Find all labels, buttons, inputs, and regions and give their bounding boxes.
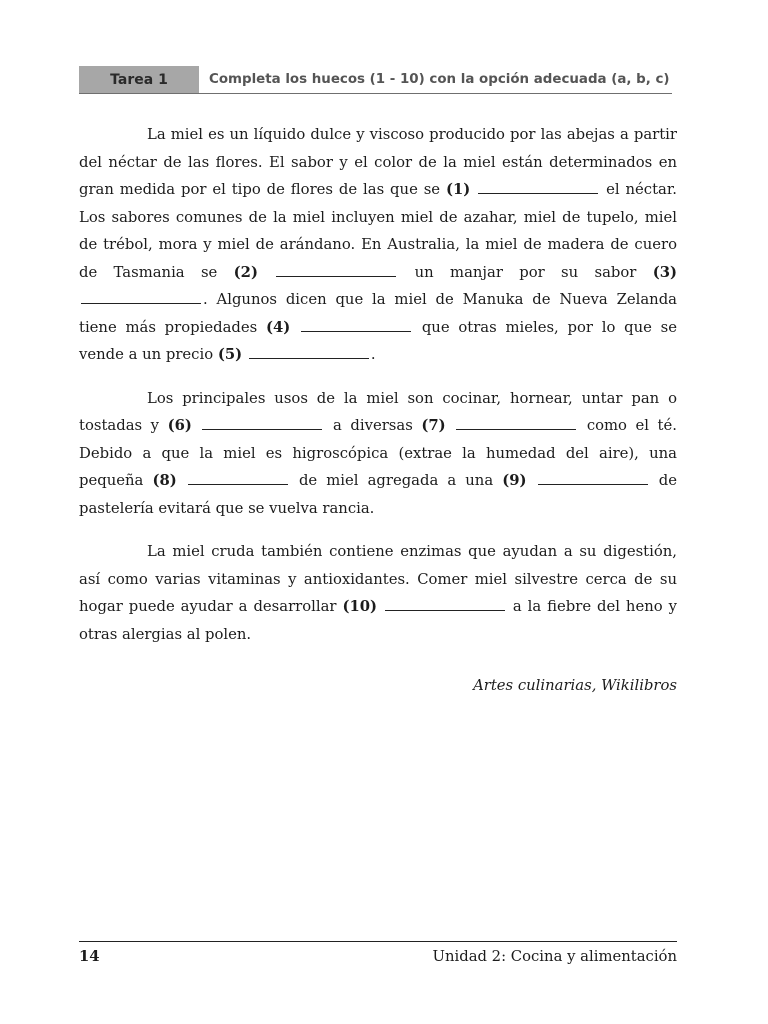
gap-blank-4[interactable] [301, 331, 411, 332]
paragraph-1 [79, 121, 677, 369]
gap-blank-5[interactable] [249, 358, 369, 359]
text-segment: a diversas [333, 417, 413, 434]
gap-blank-10[interactable] [385, 610, 505, 611]
text-segment: de pastelería evitará que se vuelva rancia. [79, 472, 677, 517]
gap-number-8: (8) [152, 472, 177, 489]
text-segment: como el té. Debido a que la miel es higroscópica (extrae la humedad del aire), una pequeña [79, 417, 677, 489]
task-label: Tarea 1 [79, 66, 199, 93]
text-segment: el néctar. Los sabores comunes de la miel incluyen miel de azahar, miel de tupelo, miel de trébol, mora y miel de arándano. En Australia, la miel de madera de cuero de Tasmania se [79, 181, 677, 281]
text-segment: Los principales usos de la miel son cocinar, hornear, untar pan o tostadas y [79, 389, 677, 434]
gap-number-6: (6) [167, 417, 192, 434]
gap-blank-3[interactable] [81, 303, 201, 304]
gap-number-5: (5) [217, 346, 243, 363]
gap-number-10: (10) [342, 598, 378, 615]
text-segment: . [370, 346, 376, 363]
text-segment: La miel cruda también contiene enzimas que ayudan a su digestión, así como varias vitaminas y antioxidantes. Comer miel silvestre cerca de su hogar puede ayudar a desarrollar [79, 543, 677, 615]
text-segment: que otras mieles, por lo que se vende a un precio [79, 318, 677, 363]
task-header [79, 66, 672, 94]
text-segment: . Algunos dicen que la miel de Manuka de Nueva Zelanda tiene más propiedades [79, 291, 677, 336]
text-segment: a la fiebre del heno y otras alergias al polen. [79, 598, 677, 643]
page-number: 14 [79, 948, 100, 965]
page-footer [79, 941, 677, 971]
gap-blank-6[interactable] [202, 429, 322, 430]
paragraph-2 [79, 385, 677, 523]
reading-text [79, 121, 677, 664]
gap-number-3: (3) [652, 263, 677, 281]
paragraph-3 [79, 538, 677, 648]
text-segment: La miel es un líquido dulce y viscoso producido por las abejas a partir del néctar de las flores. El sabor y el color de la miel están determinados en gran medida por el tipo de flores de las que se [79, 126, 677, 198]
task-instruction: Completa los huecos (1 - 10) con la opción adecuada (a, b, c) [209, 72, 670, 87]
gap-number-1: (1) [445, 181, 471, 198]
gap-blank-2[interactable] [276, 276, 396, 277]
text-segment: de miel agregada a una [298, 472, 494, 489]
gap-number-4: (4) [265, 318, 291, 336]
gap-blank-7[interactable] [456, 429, 576, 430]
gap-number-2: (2) [233, 263, 258, 281]
gap-number-7: (7) [421, 417, 446, 434]
gap-number-9: (9) [502, 472, 527, 489]
gap-blank-1[interactable] [478, 193, 598, 194]
unit-title: Unidad 2: Cocina y alimentación [432, 948, 677, 965]
gap-blank-9[interactable] [538, 484, 648, 485]
text-segment: un manjar por su sabor [414, 263, 637, 281]
gap-blank-8[interactable] [188, 484, 288, 485]
source-attribution: Artes culinarias, Wikilibros [473, 677, 677, 694]
